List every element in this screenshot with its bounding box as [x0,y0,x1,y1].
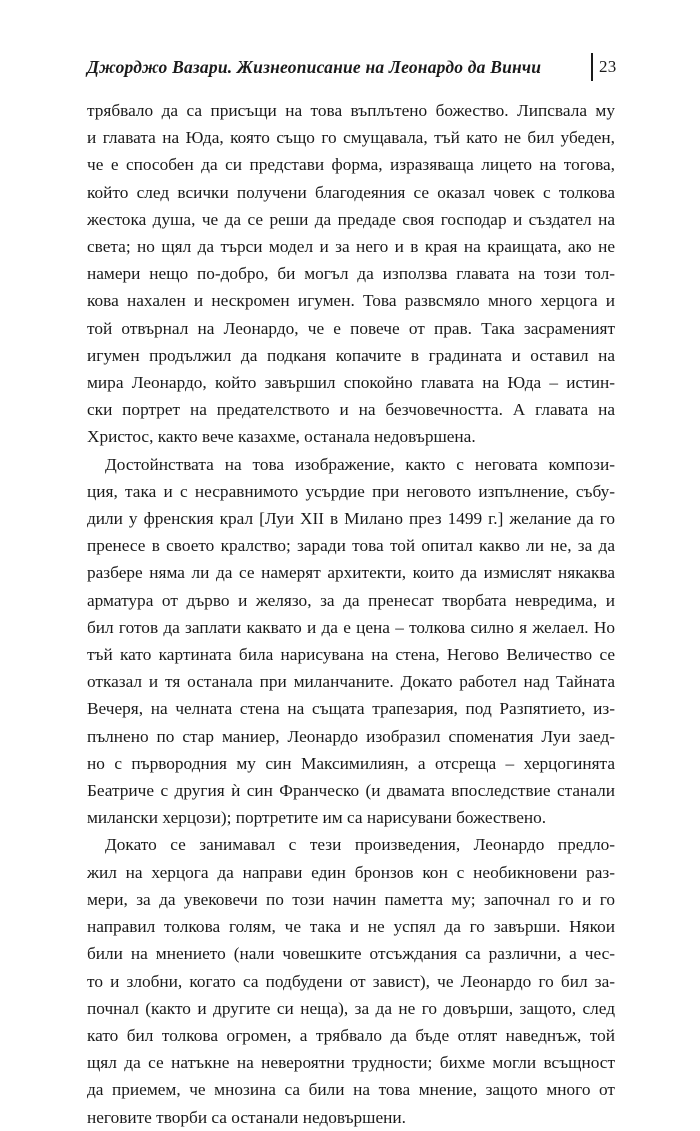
text-line: като бил толкова огромен, а трябвало да бъде отлят наведнъж, той [87,1025,615,1045]
running-header [87,53,627,83]
text-line: дили у френския крал [Луи XII в Милано през 1499 г.] желание да го [87,509,615,529]
text-line: трябвало да са присъщи на това въплътено божество. Липсвала му [87,101,615,120]
text-line: жил на херцога да направи един бронзов кон с необикновени раз- [87,862,615,882]
text-line: то и злобни, когато са подбудени от завист), че Леонардо го бил за- [87,971,615,991]
text-line: света; но щял да търси модел и за него и в края на краищата, ако не [87,237,615,257]
text-line: той отвърнал на Леонардо, че е повече от прав. Така засраменият [87,318,615,338]
text-line: Докато се занимавал с тези произведения, Леонардо предло- [105,835,615,855]
page-number: 23 [599,57,617,76]
paragraph-2 [87,451,615,832]
text-line: бил готов да заплати каквато и да е цена – толкова силно я желаел. Но [87,617,615,637]
text-line: били на мнението (нали човешките отсъждания са различни, а чес- [87,944,615,964]
text-line: арматура от дърво и желязо, за да пренесат творбата невредима, и [87,590,615,610]
paragraph-3 [87,831,615,1130]
text-line: тъй като картината била нарисувана на стена, Негово Величество се [87,645,615,665]
text-line: неговите творби са останали недовършени. [87,1107,406,1127]
text-line: мери, за да увековечи по този начин паметта му; започнал го и го [87,889,615,909]
text-line: Беатриче с другия ѝ син Франческо (и двамата впоследствие станали [87,781,615,801]
text-line: да приемем, че мнозина са били на това мнение, защото много от [87,1080,615,1100]
text-line: пълнено по стар маниер, Леонардо изобразил споменатия Луи заед- [87,726,615,746]
text-line: Вечеря, на челната стена на същата трапезария, под Разпятието, из- [87,699,615,719]
text-line: че е способен да си представи форма, изразяваща лицето на тогова, [87,155,615,175]
text-line: щял да се натъкне на невероятни трудности; бихме могли всъщност [87,1053,615,1073]
text-line: пренесе в своето кралство; заради това той опитал какво ли не, за да [87,536,615,556]
text-line: ция, така и с несравнимото усърдие при неговото изпълнение, събу- [87,481,615,501]
paragraph-1 [87,97,615,451]
text-line: почнал (както и другите си неща), за да не го довърши, защото, след [87,998,615,1018]
text-line: Достойнствата на това изображение, както с неговата компози- [105,454,615,474]
running-title: Джорджо Вазари. Жизнеописание на Леонардо да Винчи [87,57,542,77]
text-line: милански херцози); портретите им са нарисувани божествено. [87,808,547,828]
text-line: намери нещо по-добро, би могъл да използва главата на този тол- [87,264,615,284]
text-line: и главата на Юда, която също го смущавала, тъй като не бил убеден, [87,128,615,148]
text-line: игумен продължил да подканя копачите в градината и оставил на [87,345,615,365]
text-line: кова нахален и нескромен игумен. Това развсмяло много херцога и [87,291,615,311]
text-line: но с първородния му син Максимилиян, а отсреща – херцогинята [87,753,615,773]
text-line: ски портрет на предателството и на безчовечността. А главата на [87,400,615,420]
text-line: Христос, както вече казахме, останала недовършена. [87,427,476,447]
text-line: разбере няма ли да се намерят архитекти, които да измислят някаква [87,563,615,583]
text-line: жестока душа, че да се реши да предаде своя господар и създател на [87,209,615,229]
text-line: който след всички получени благодеяния се оказал човек с толкова [87,182,615,202]
header-separator [591,53,593,81]
text-line: мира Леонардо, който завършил спокойно главата на Юда – истин- [87,373,615,393]
text-line: направил толкова голям, че така и не успял да го завърши. Някои [87,917,615,937]
body-text [87,97,615,1131]
text-line: отказал и тя останала при миланчаните. Докато работел над Тайната [87,672,615,692]
